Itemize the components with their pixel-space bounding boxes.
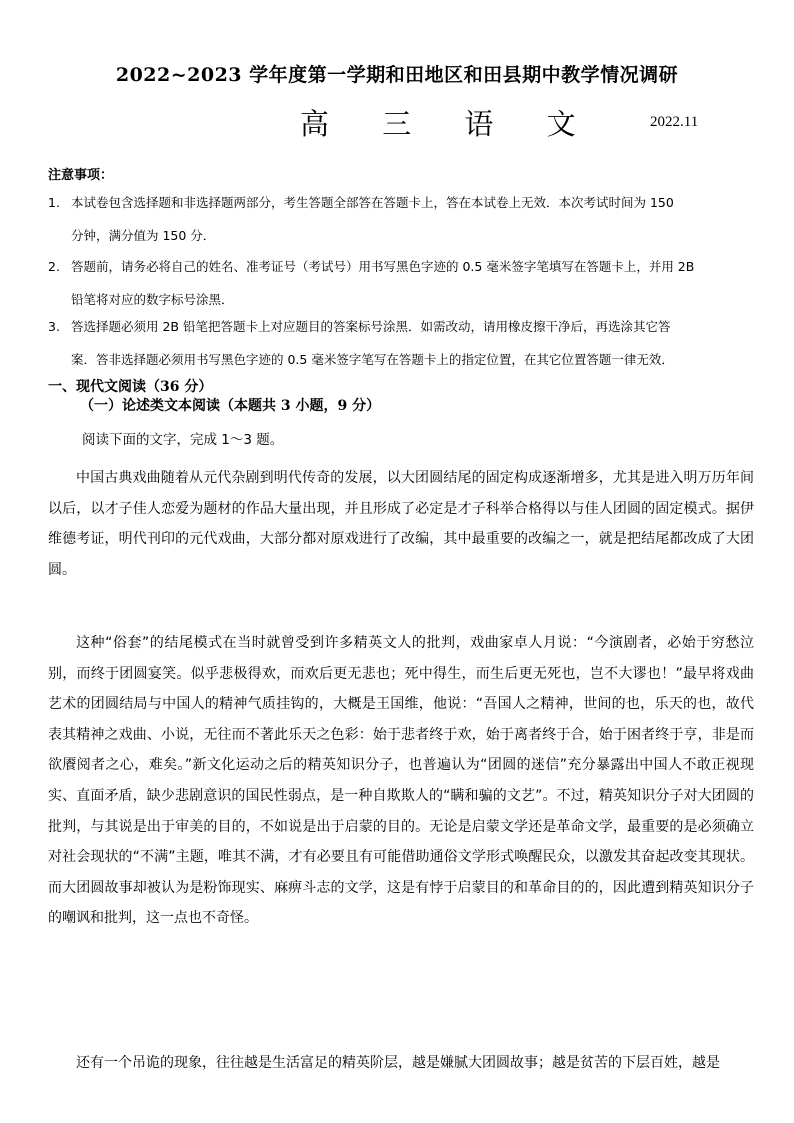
note-text: 答题前，请务必将自己的姓名、准考证号（考试号）用书写黑色字迹的 0.5 毫米签字笔填写在答题卡上，并用 2B bbox=[71, 259, 695, 274]
note-number: 2. bbox=[48, 259, 60, 274]
section-heading: 一、现代文阅读（36 分） bbox=[48, 379, 213, 395]
note-number: 3. bbox=[48, 319, 60, 334]
reading-instruction: 阅读下面的文字，完成 1～3 题。 bbox=[82, 432, 284, 448]
note-text: 案．答非选择题必须用书写黑色字迹的 0.5 毫米签字笔写在答题卡上的指定位置，在其它位置答题一律无效． bbox=[71, 352, 674, 367]
note-text: 答选择题必须用 2B 铅笔把答题卡上对应题目的答案标号涂黑．如需改动，请用橡皮擦干净后，再选涂其它答 bbox=[71, 319, 671, 334]
note-text: 本试卷包含选择题和非选择题两部分，考生答题全部答在答题卡上，答在本试卷上无效．本次考试时间为 150 bbox=[71, 195, 674, 210]
notes-heading: 注意事项： bbox=[48, 168, 114, 183]
note-text: 分钟，满分值为 150 分． bbox=[71, 228, 216, 243]
note-item-1 bbox=[48, 186, 754, 252]
subsection-heading: （一）论述类文本阅读（本题共 3 小题，9 分） bbox=[80, 398, 381, 414]
passage-paragraph-2: 这种“俗套”的结尾模式在当时就曾受到许多精英文人的批判，戏曲家卓人月说：“今演剧者，必始于穷愁泣别，而终于团圆宴笑。似乎悲极得欢，而欢后更无悲也；死中得生，而生后更无死也，岂不大谬也！”最早将戏曲艺术的团圆结局与中国人的精神气质挂钩的，大概是王国维，他说：“吾国人之精神，世间的也，乐天的也，故代表其精神之戏曲、小说，无往而不著此乐天之色彩：始于悲者终于欢，始于离者终于合，始于困者终于亨，非是而欲餍阅者之心，难矣。”新文化运动之后的精英知识分子，也普遍认为“团圆的迷信”充分暴露出中国人不敢正视现实、直面矛盾，缺少悲剧意识的国民性弱点，是一种自欺欺人的“瞒和骗的文艺”。不过，精英知识分子对大团圆的批判，与其说是出于审美的目的，不如说是出于启蒙的目的。无论是启蒙文学还是革命文学，最重要的是必须确立对社会现状的“不满”主题，唯其不满，才有必要且有可能借助通俗文学形式唤醒民众，以激发其奋起改变其现状。而大团圆故事却被认为是粉饰现实、麻痹斗志的文学，这是有悖于启蒙目的和革命目的的，因此遭到精英知识分子的嘲讽和批判，这一点也不奇怪。 bbox=[48, 635, 754, 927]
subject-title: 高 三 语 文 bbox=[300, 107, 598, 141]
note-number: 1. bbox=[48, 195, 60, 210]
passage-paragraph-3: 还有一个吊诡的现象，往往越是生活富足的精英阶层，越是嫌腻大团圆故事；越是贫苦的下层百姓，越是 bbox=[76, 1055, 720, 1071]
exam-date: 2022.11 bbox=[650, 114, 699, 130]
note-item-3 bbox=[48, 310, 754, 376]
note-text: 铅笔将对应的数字标号涂黑． bbox=[71, 292, 234, 307]
passage-paragraph-1: 中国古典戏曲随着从元代杂剧到明代传奇的发展，以大团圆结尾的固定构成逐渐增多，尤其是进入明万历年间以后，以才子佳人恋爱为题材的作品大量出现，并且形成了必定是才子科举合格得以与佳人团圆的固定模式。据伊维德考证，明代刊印的元代戏曲，大部分都对原戏进行了改编，其中最重要的改编之一，就是把结尾都改成了大团圆。 bbox=[48, 470, 754, 578]
exam-title: 2022~2023 学年度第一学期和田地区和田县期中教学情况调研 bbox=[115, 64, 679, 86]
note-item-2 bbox=[48, 250, 754, 316]
